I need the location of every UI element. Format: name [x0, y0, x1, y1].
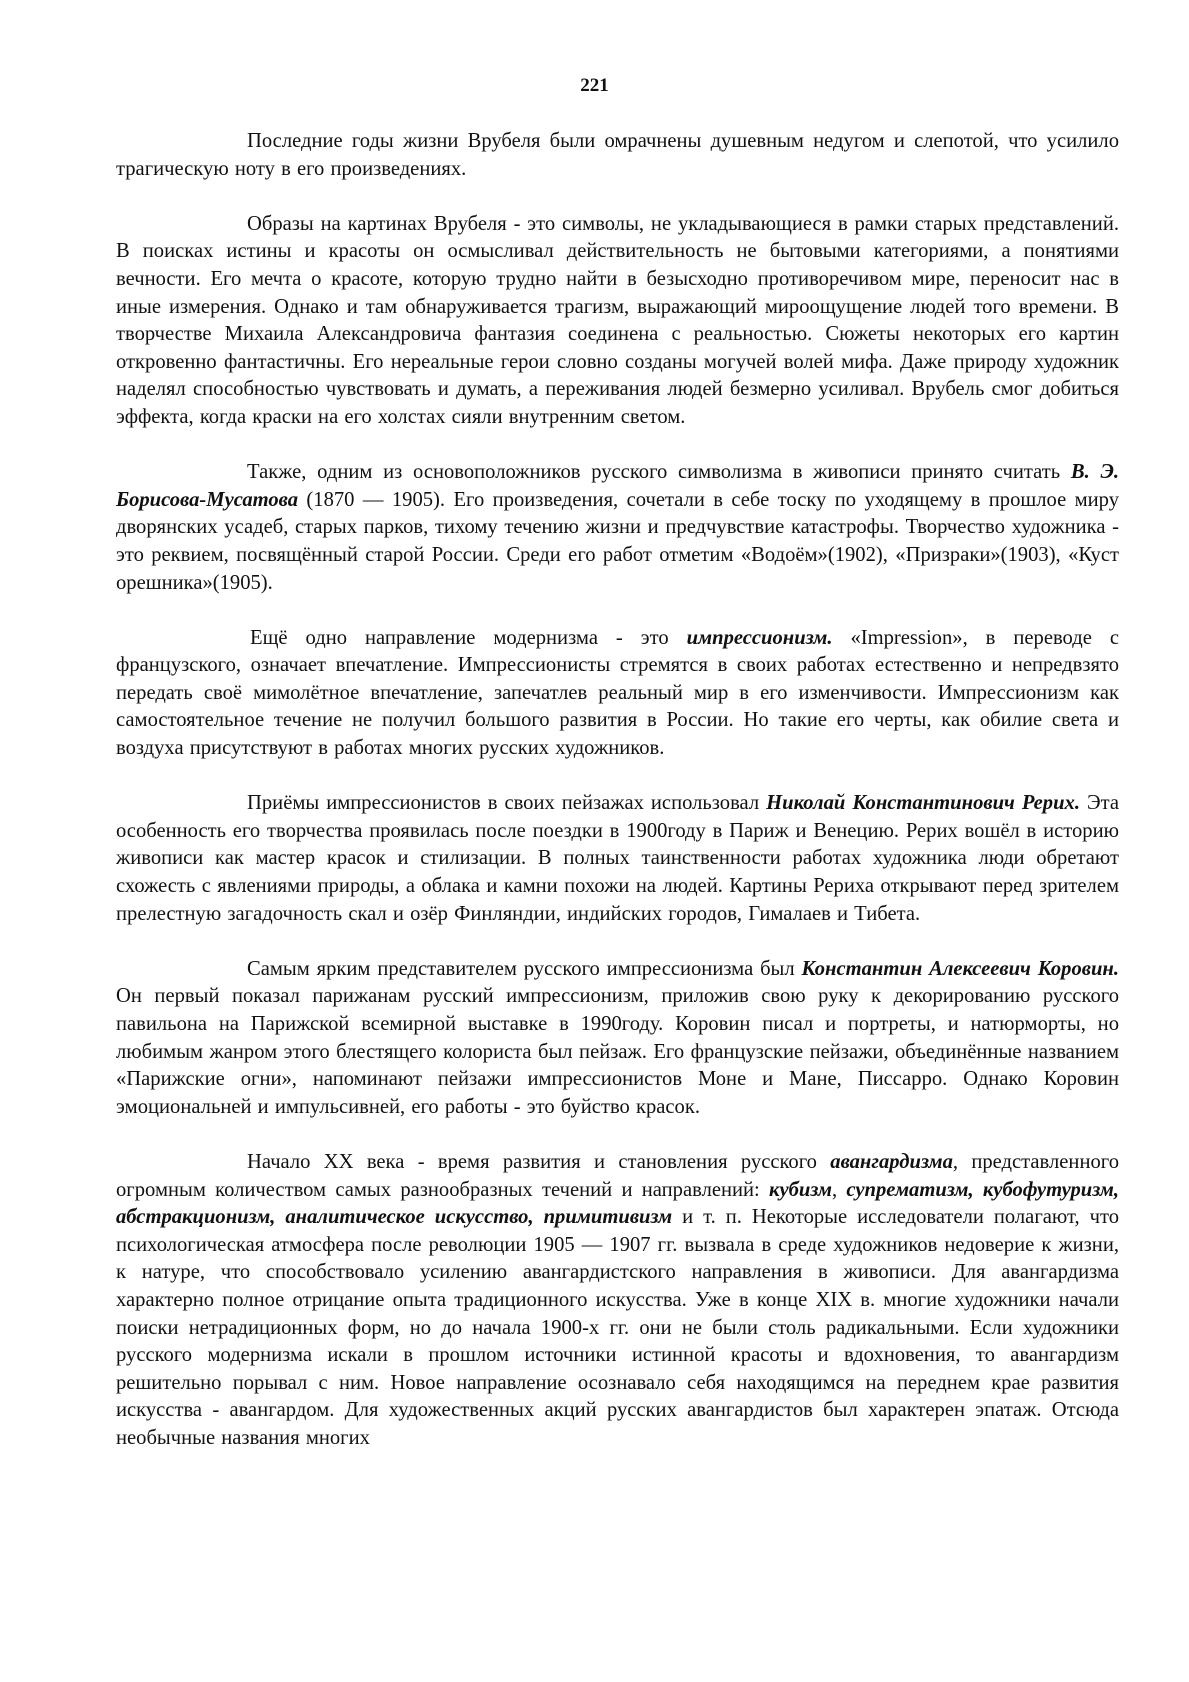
paragraph: [116, 790, 1119, 928]
paragraph: [116, 956, 1119, 1122]
emphasized-term: Константин Алексеевич Коровин.: [801, 957, 1120, 980]
text-run: Ещё одно направление модернизма - это: [250, 626, 687, 649]
text-run: Он первый показал парижанам русский импрессионизм, приложив свою руку к декорированию русского павильона на Парижской всемирной выставке в 1990году. Коровин писал и портреты, и натюрморты, но любимым жанром этого блестящего колориста был пейзаж. Его французские пейзажи, объединённые названием «Парижские огни», напоминают пейзажи импрессионистов Моне и Мане, Писсарро. Однако Коровин эмоциональней и импульсивней, его работы - это буйство красок.: [116, 985, 1119, 1118]
paragraph: [116, 128, 1119, 183]
page-number: 221: [580, 75, 609, 96]
emphasized-term: кубизм: [769, 1178, 832, 1201]
paragraph: [116, 211, 1119, 432]
body-text: [116, 128, 1119, 1453]
text-run: (1870 — 1905). Его произведения, сочетали в себе тоску по уходящему в прошлое миру дворянских усадеб, старых парков, тихому течению жизни и предчувствие катастрофы. Творчество художника - это реквием, посвящённый старой России. Среди его работ отметим «Водоём»(1902), «Призраки»(1903), «Куст орешника»(1905).: [116, 488, 1119, 594]
emphasized-term: супрематизм, кубофутуризм, абстракционизм, аналитическое искусство, примитивизм: [116, 1178, 1120, 1229]
text-run: и т. п. Некоторые исследователи полагают, что психологическая атмосфера после революции 1905 — 1907 гг. вызвала в среде художников недоверие к жизни, к натуре, что способствовало усилению авангардистского направления в живописи. Для авангардизма характерно полное отрицание опыта традиционного искусства. Уже в конце XIX в. многие художники начали поиски нетрадиционных форм, но до начала 1900-х гг. они не были столь радикальными. Если художники русского модернизма искали в прошлом источники истинной красоты и вдохновения, то авангардизм решительно порывал с ним. Новое направление осознавало себя находящимся на переднем крае развития искусства - авангардом. Для художественных акций русских авангардистов был характерен эпатаж. Отсюда необычные названия многих: [116, 1206, 1119, 1449]
emphasized-term: импрессионизм.: [686, 626, 833, 649]
text-run: Также, одним из основоположников русского символизма в живописи принято считать: [247, 461, 1071, 484]
text-run: Образы на картинах Врубеля - это символы, не укладывающиеся в рамки старых представлений. В поисках истины и красоты он осмысливал действительность не бытовыми категориями, а понятиями вечности. Его мечта о красоте, которую трудно найти в безысходно противоречивом мире, переносит нас в иные измерения. Однако и там обнаруживается трагизм, выражающий мироощущение людей того времени. В творчестве Михаила Александровича фантазия соединена с реальностью. Сюжеты некоторых его картин откровенно фантастичны. Его нереальные герои словно созданы могучей волей мифа. Даже природу художник наделял способностью чувствовать и думать, а переживания людей безмерно усиливал. Врубель смог добиться эффекта, когда краски на его холстах сияли внутренним светом.: [116, 212, 1119, 428]
text-run: , представленного огромным количеством самых разнообразных течений и направлений:: [116, 1150, 1119, 1201]
text-run: Самым ярким представителем русского импрессионизма был: [247, 957, 802, 980]
text-run: Последние годы жизни Врубеля были омрачнены душевным недугом и слепотой, что усилило трагическую ноту в его произведениях.: [116, 130, 1119, 180]
paragraph: [116, 625, 1119, 763]
text-run: «Impression», в переводе с французского, означает впечатление. Импрессионисты стремятся в своих работах естественно и непредвзято передать своё мимолётное впечатление, запечатлев реальный мир в его изменчивости. Импрессионизм как самостоятельное течение не получил большого развития в России. Но такие его черты, как обилие света и воздуха присутствуют в работах многих русских художников.: [116, 626, 1119, 760]
emphasized-term: Николай Константинович Рерих.: [766, 792, 1080, 815]
paragraph: [116, 1149, 1119, 1453]
emphasized-term: авангардизма: [830, 1150, 953, 1173]
text-run: Приёмы импрессионистов в своих пейзажах использовал: [247, 792, 767, 815]
text-run: ,: [831, 1178, 847, 1201]
paragraph: [116, 459, 1119, 597]
text-run: Эта особенность его творчества проявилась после поездки в 1900году в Париж и Венецию. Рерих вошёл в историю живописи как мастер красок и стилизации. В полных таинственности работах художника люди обретают схожесть с явлениями природы, а облака и камни похожи на людей. Картины Рериха открывают перед зрителем прелестную загадочность скал и озёр Финляндии, индийских городов, Гималаев и Тибета.: [116, 792, 1119, 925]
text-run: Начало XX века - время развития и становления русского: [247, 1150, 831, 1173]
emphasized-term: В. Э. Борисова-Мусатова: [116, 461, 1119, 511]
